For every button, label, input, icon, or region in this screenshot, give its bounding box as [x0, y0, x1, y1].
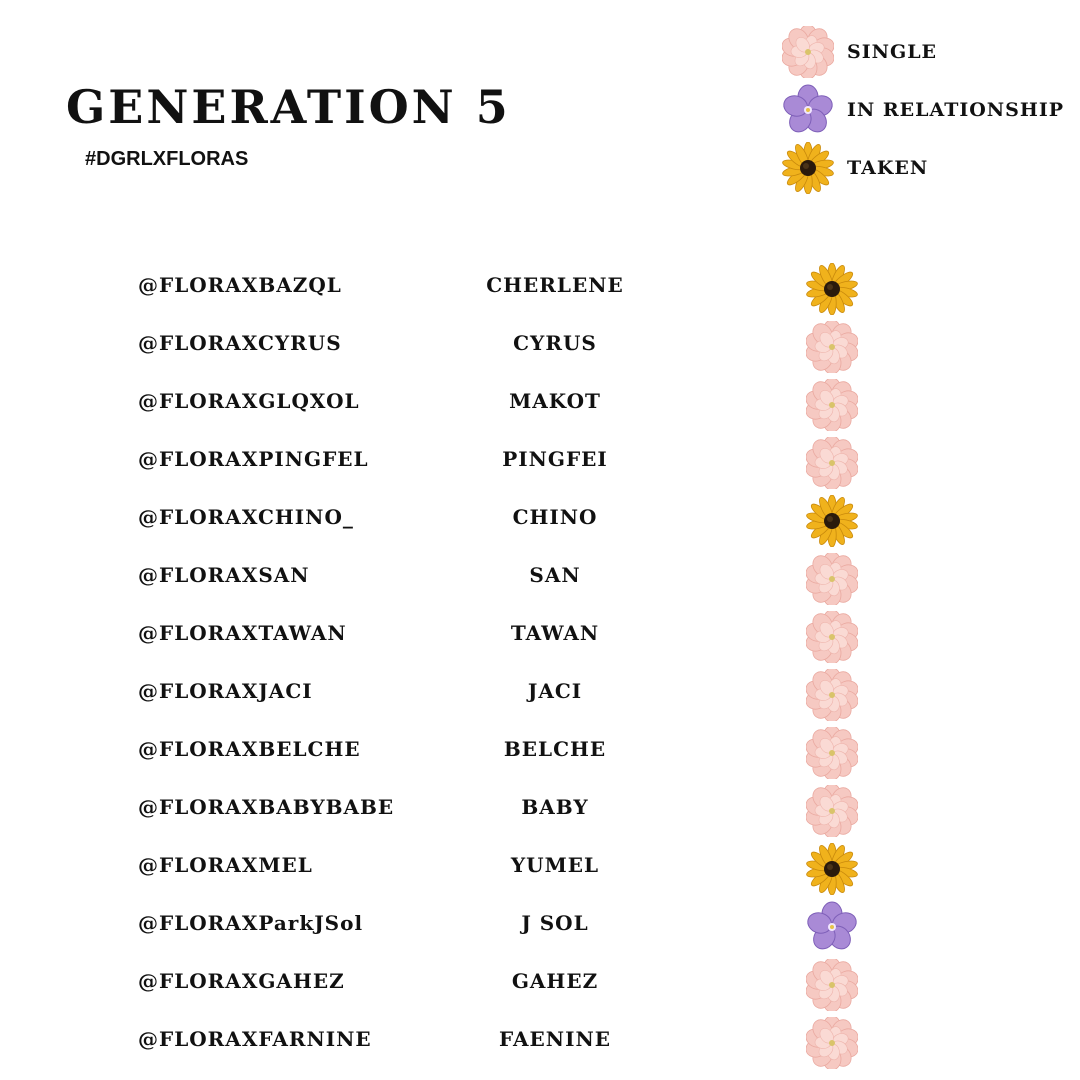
pink-flower-icon: [782, 26, 834, 78]
member-name: SAN: [529, 563, 581, 587]
hashtag: #DGRLXFLORAS: [85, 148, 249, 170]
pink-flower-icon: [806, 669, 858, 721]
pink-flower-icon: [806, 727, 858, 779]
legend-label: TAKEN: [847, 157, 929, 179]
member-row: [0, 664, 1080, 722]
member-row: [0, 838, 1080, 896]
member-name: CHINO: [512, 505, 598, 529]
member-row: [0, 954, 1080, 1012]
purple-flower-icon: [782, 84, 834, 136]
member-row: [0, 780, 1080, 838]
member-handle: @FLORAXJACI: [138, 679, 313, 703]
legend-label: SINGLE: [847, 41, 938, 63]
legend-label: IN RELATIONSHIP: [847, 99, 1064, 121]
member-name: JACI: [527, 679, 583, 703]
member-name: GAHEZ: [511, 969, 599, 993]
member-row: [0, 896, 1080, 954]
member-handle: @FLORAXCYRUS: [138, 331, 342, 355]
pink-flower-icon: [806, 785, 858, 837]
pink-flower-icon: [806, 959, 858, 1011]
pink-flower-icon: [806, 379, 858, 431]
member-handle: @FLORAXSAN: [138, 563, 310, 587]
sunflower-icon: [806, 495, 858, 547]
member-name: CHERLENE: [486, 273, 624, 297]
sunflower-icon: [782, 142, 834, 194]
member-handle: @FLORAXGAHEZ: [138, 969, 345, 993]
member-handle: @FLORAXTAWAN: [138, 621, 347, 645]
pink-flower-icon: [806, 1017, 858, 1069]
member-name: FAENINE: [499, 1027, 611, 1051]
pink-flower-icon: [806, 321, 858, 373]
page-title: GENERATION 5: [66, 80, 511, 134]
member-row: [0, 722, 1080, 780]
member-name: BELCHE: [503, 737, 607, 761]
legend-item-single: [780, 26, 1080, 84]
member-name: TAWAN: [510, 621, 600, 645]
member-name: MAKOT: [509, 389, 601, 413]
member-handle: @FLORAXBABYBABE: [138, 795, 395, 819]
member-row: [0, 490, 1080, 548]
pink-flower-icon: [806, 611, 858, 663]
member-handle: @FLORAXParkJSol: [138, 911, 364, 935]
sunflower-icon: [806, 263, 858, 315]
member-handle: @FLORAXGLQXOL: [138, 389, 360, 413]
member-handle: @FLORAXPINGFEL: [138, 447, 369, 471]
member-row: [0, 432, 1080, 490]
member-row: [0, 548, 1080, 606]
purple-flower-icon: [806, 901, 858, 953]
member-name: PINGFEI: [502, 447, 608, 471]
sunflower-icon: [806, 843, 858, 895]
member-name: YUMEL: [510, 853, 600, 877]
member-handle: @FLORAXBAZQL: [138, 273, 342, 297]
member-row: [0, 606, 1080, 664]
member-handle: @FLORAXCHINO_: [138, 505, 354, 529]
pink-flower-icon: [806, 553, 858, 605]
member-list: [0, 258, 1080, 1070]
member-row: [0, 316, 1080, 374]
member-name: BABY: [521, 795, 589, 819]
member-handle: @FLORAXFARNINE: [138, 1027, 372, 1051]
member-row: [0, 374, 1080, 432]
member-handle: @FLORAXMEL: [138, 853, 313, 877]
legend: [780, 26, 1080, 200]
member-name: J SOL: [521, 911, 589, 935]
legend-item-relationship: [780, 84, 1080, 142]
member-row: [0, 258, 1080, 316]
pink-flower-icon: [806, 437, 858, 489]
member-handle: @FLORAXBELCHE: [138, 737, 361, 761]
member-row: [0, 1012, 1080, 1070]
legend-item-taken: [780, 142, 1080, 200]
member-name: CYRUS: [513, 331, 597, 355]
